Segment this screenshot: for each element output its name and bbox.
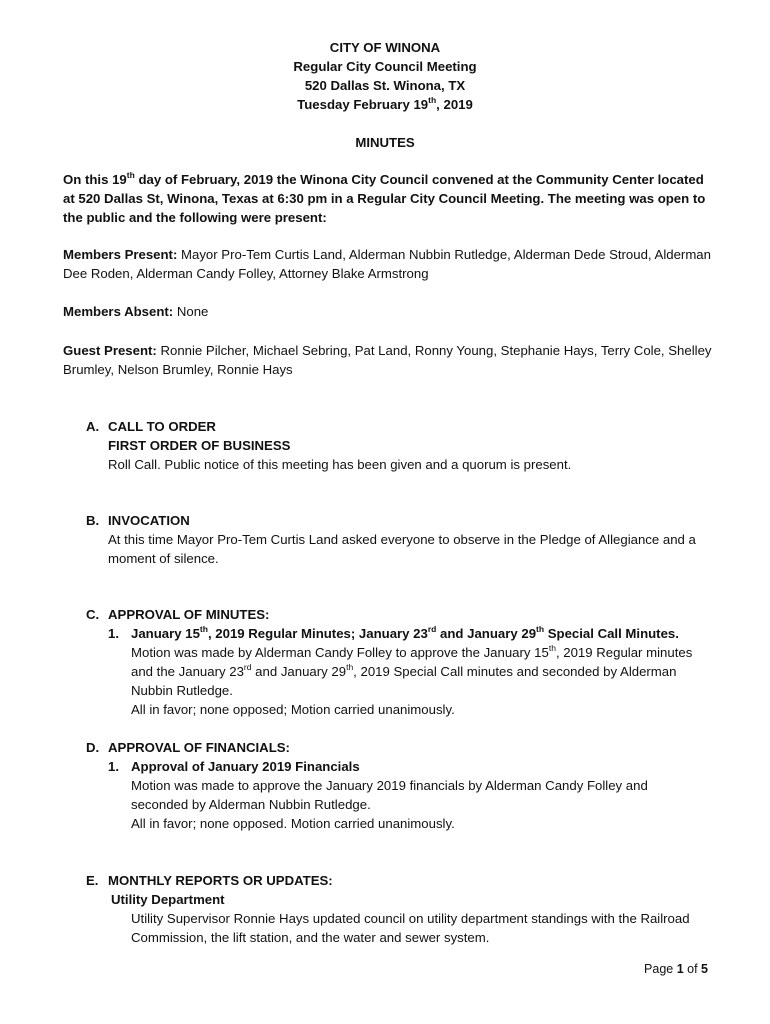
item-vote: All in favor; none opposed; Motion carried unanimously. [131, 702, 455, 717]
section-call-to-order [86, 417, 706, 474]
guest-present: Guest Present: Ronnie Pilcher, Michael Sebring, Pat Land, Ronny Young, Stephanie Hays, Terry Cole, Shelley Brumley, Nelson Brumley, Ronnie Hays [63, 343, 712, 377]
section-text: Roll Call. Public notice of this meeting has been given and a quorum is present. [108, 457, 572, 472]
section-text: At this time Mayor Pro-Tem Curtis Land asked everyone to observe in the Pledge of Allegiance and a moment of silence. [108, 532, 696, 566]
section-title: INVOCATION [108, 513, 190, 528]
intro-paragraph: On this 19th day of February, 2019 the Winona City Council convened at the Community Center located at 520 Dallas St, Winona, Texas at 6:30 pm in a Regular City Council Meeting. The meeting was open to the public and the following were present: [63, 170, 706, 225]
section-approval-of-minutes [86, 605, 706, 719]
page-total: 5 [701, 962, 708, 976]
section-title: APPROVAL OF MINUTES: [108, 607, 270, 622]
section-letter: B. [86, 513, 100, 528]
section-letter: C. [86, 607, 100, 622]
section-text: Utility Supervisor Ronnie Hays updated council on utility department standings with the Railroad Commission, the lift station, and the water and sewer system. [131, 911, 690, 945]
item-title: January 15th, 2019 Regular Minutes; January 23rd and January 29th Special Call Minutes. [131, 624, 679, 641]
section-letter: A. [86, 419, 100, 434]
document-header [0, 38, 770, 114]
page-number: 1 [676, 962, 684, 976]
members-absent: Members Absent: None [63, 304, 209, 319]
section-title: CALL TO ORDER [108, 419, 216, 434]
page-footer: Page 1 of 5 [644, 962, 708, 976]
section-subtitle: FIRST ORDER OF BUSINESS [108, 438, 291, 453]
section-title: APPROVAL OF FINANCIALS: [108, 740, 290, 755]
item-motion: Motion was made by Alderman Candy Folley to approve the January 15th, 2019 Regular minutes and the January 23rd and January 29th, 2019 Special Call minutes and seconded by Alderman Nubbin Rutledge. [131, 643, 693, 698]
section-letter: E. [86, 873, 99, 888]
minutes-title: MINUTES [355, 135, 415, 150]
financials-item [108, 757, 706, 833]
minutes-item [108, 624, 706, 719]
item-motion: Motion was made to approve the January 2019 financials by Alderman Candy Folley and seconded by Alderman Nubbin Rutledge. [131, 778, 648, 812]
item-title: Approval of January 2019 Financials [131, 759, 360, 774]
members-present: Members Present: Mayor Pro-Tem Curtis Land, Alderman Nubbin Rutledge, Alderman Dede Stroud, Alderman Dee Roden, Alderman Candy Folley, Attorney Blake Armstrong [63, 247, 711, 281]
section-subtitle: Utility Department [111, 892, 225, 907]
meeting-address: 520 Dallas St. Winona, TX [304, 78, 466, 93]
city-name: CITY OF WINONA [329, 40, 441, 55]
item-number: 1. [108, 626, 119, 641]
item-number: 1. [108, 759, 119, 774]
section-approval-of-financials [86, 738, 706, 833]
meeting-type: Regular City Council Meeting [293, 59, 477, 74]
section-title: MONTHLY REPORTS OR UPDATES: [108, 873, 333, 888]
section-invocation [86, 511, 706, 568]
item-vote: All in favor; none opposed. Motion carried unanimously. [131, 816, 455, 831]
meeting-date: Tuesday February 19th, 2019 [297, 95, 473, 112]
section-monthly-reports [86, 871, 706, 947]
section-letter: D. [86, 740, 100, 755]
